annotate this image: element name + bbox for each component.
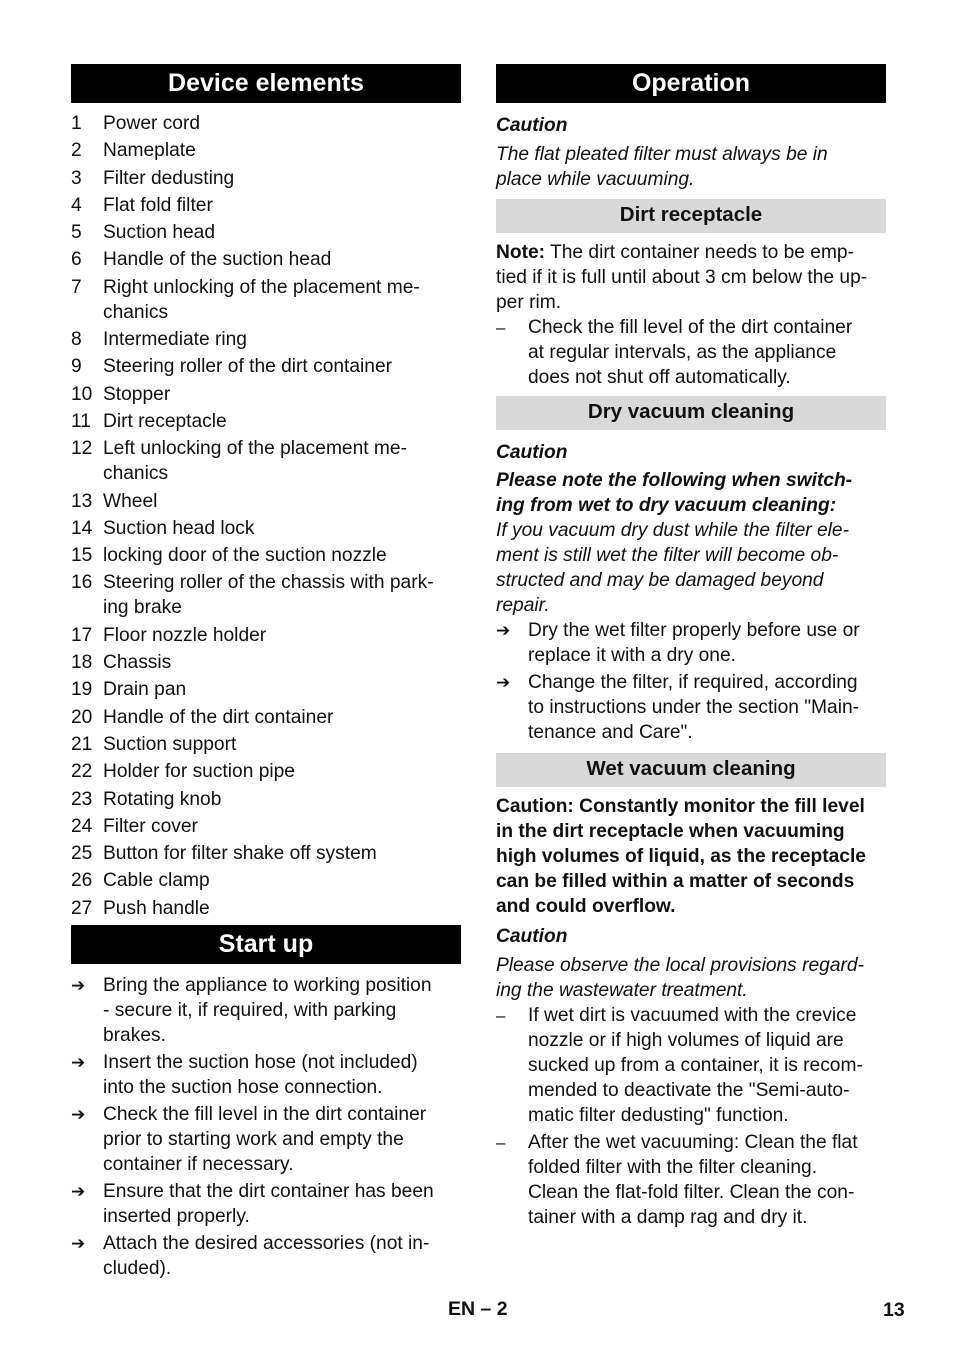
list-item-marker: 25 [71,843,93,865]
list-item [496,1130,886,1230]
list-item-marker: 8 [71,329,82,351]
list-item-marker: – [496,1006,506,1025]
dry-vacuum-caution-bold: Please note the following when switch- ing from wet to dry vacuum cleaning: [496,470,853,516]
list-item-text: Floor nozzle holder [103,624,267,646]
list-item-text: Filter cover [103,815,198,837]
list-item-text: Bring the appliance to working position - secure it, if required, with parking brakes. [103,974,432,1046]
list-item-marker: 7 [71,276,82,298]
list-item-marker: 5 [71,222,82,244]
list-item-text: Cable clamp [103,870,210,892]
dry-vacuum-caution-label: Caution [496,442,568,463]
list-item [71,570,461,620]
list-item-marker: 2 [71,140,82,162]
note-text: The dirt container needs to be emp- tied if it is full until about 3 cm below the up- per rim. [496,242,868,313]
list-item-text: Flat fold filter [103,194,213,216]
list-item-text: Push handle [103,897,210,919]
list-item-text: Dry the wet filter properly before use or replace it with a dry one. [528,620,860,666]
list-item [496,670,886,745]
list-item-marker: 19 [71,679,93,701]
dry-vacuum-steps [496,618,886,745]
list-item-text: Change the filter, if required, according to instructions under the section "Main- tenance and Care". [528,672,860,743]
device-elements-heading: Device elements [71,64,461,103]
list-item [71,247,461,272]
operation-caution-text: The flat pleated filter must always be in place while vacuuming. [496,144,828,190]
list-item-text: Drain pan [103,679,187,701]
list-item [71,166,461,191]
list-item-marker: 12 [71,438,93,460]
operation-heading: Operation [496,64,886,103]
list-item-marker: ➔ [71,1233,86,1253]
list-item-marker: 17 [71,624,93,646]
list-item-marker: 14 [71,517,93,539]
list-item [71,138,461,163]
list-item-text: Check the fill level in the dirt container prior to starting work and empty the container if necessary. [103,1103,427,1175]
list-item-text: Stopper [103,383,171,405]
list-item-text: Steering roller of the dirt container [103,356,393,378]
device-elements-list [71,111,461,921]
list-item-marker: 27 [71,897,93,919]
list-item [71,327,461,352]
list-item-marker: 13 [71,490,93,512]
wet-vacuum-caution-label: Caution [496,926,568,947]
list-item-text: Nameplate [103,140,196,162]
list-item-text: Right unlocking of the placement me- chanics [103,276,420,323]
list-item-marker: ➔ [71,1181,86,1201]
wet-vacuum-heading: Wet vacuum cleaning [496,753,886,787]
list-item-text: Dirt receptacle [103,410,227,432]
list-item [71,1102,461,1177]
list-item-marker: 6 [71,249,82,271]
list-item [71,516,461,541]
dirt-receptacle-heading: Dirt receptacle [496,199,886,233]
list-item [71,973,461,1048]
list-item [71,220,461,245]
list-item-text: Intermediate ring [103,329,247,351]
list-item-marker: 24 [71,815,93,837]
list-item [71,193,461,218]
list-item-text: Left unlocking of the placement me- chanics [103,438,407,485]
list-item [71,650,461,675]
list-item-text: Filter dedusting [103,167,235,189]
dry-vacuum-heading: Dry vacuum cleaning [496,396,886,430]
list-item [71,354,461,379]
list-item [71,787,461,812]
list-item-text: Check the fill level of the dirt container at regular intervals, as the appliance does not shut off automatically. [528,317,853,388]
list-item [71,1050,461,1100]
list-item-marker: ➔ [496,621,511,640]
list-item [71,436,461,486]
wet-vacuum-caution-text: Please observe the local provisions regard- ing the wastewater treatment. [496,955,864,1001]
start-up-steps [71,973,461,1281]
dry-vacuum-caution-text: If you vacuum dry dust while the filter ele- ment is still wet the filter will become ob- structed and may be damaged beyond repair. [496,520,849,616]
list-item-marker: 10 [71,383,93,405]
list-item-marker: 20 [71,706,93,728]
list-item-marker: – [496,1133,506,1152]
footer-page-number: 13 [883,1299,905,1321]
list-item [496,1003,886,1128]
list-item [71,868,461,893]
list-item [71,759,461,784]
list-item-marker: 26 [71,870,93,892]
list-item-text: Power cord [103,113,201,134]
left-column [71,64,461,1283]
list-item-text: Insert the suction hose (not included) into the suction hose connection. [103,1051,418,1098]
list-item-marker: 9 [71,356,82,378]
list-item [71,814,461,839]
list-item-text: Ensure that the dirt container has been inserted properly. [103,1180,434,1227]
list-item-text: Holder for suction pipe [103,761,295,783]
right-column [496,64,886,1232]
start-up-heading: Start up [71,925,461,964]
list-item [71,275,461,325]
list-item-marker: 22 [71,761,93,783]
list-item [71,732,461,757]
list-item-text: After the wet vacuuming: Clean the flat folded filter with the filter cleaning. Clean the flat-fold filter. Clean the con- tainer with a damp rag and dry it. [528,1132,858,1228]
dirt-receptacle-note [496,240,886,315]
footer-language-page: EN – 2 [448,1298,508,1320]
list-item [71,1231,461,1281]
list-item-marker: 21 [71,733,93,755]
list-item [496,315,886,390]
list-item [71,409,461,434]
list-item-marker: 18 [71,652,93,674]
list-item [71,111,461,136]
list-item [71,896,461,921]
list-item-marker: ➔ [71,1052,86,1072]
list-item [71,623,461,648]
operation-caution-label: Caution [496,115,568,136]
list-item [71,705,461,730]
list-item-marker: 23 [71,788,93,810]
list-item-text: Suction support [103,733,237,755]
list-item-text: Handle of the dirt container [103,706,334,728]
list-item-marker: 16 [71,572,93,594]
list-item-marker: 1 [71,113,82,134]
list-item-marker: 11 [71,410,91,432]
list-item-text: Steering roller of the chassis with park- ing brake [103,572,434,619]
wet-vacuum-list [496,1003,886,1230]
list-item-marker: ➔ [71,975,86,995]
dirt-receptacle-list [496,315,886,390]
list-item-text: Chassis [103,652,172,674]
list-item [71,677,461,702]
list-item-text: Suction head [103,222,216,244]
list-item-marker: ➔ [71,1104,86,1124]
list-item-text: Button for filter shake off system [103,843,377,865]
list-item-text: locking door of the suction nozzle [103,545,387,567]
list-item-text: If wet dirt is vacuumed with the crevice nozzle or if high volumes of liquid are sucked up from a container, it is recom- mended to deactivate the "Semi-auto- matic filter dedusting" function. [528,1005,863,1126]
list-item-marker: – [496,318,506,337]
wet-vacuum-warning: Caution: Constantly monitor the fill level in the dirt receptacle when vacuuming high volumes of liquid, as the receptacle can be filled within a matter of seconds and could overflow. [496,796,866,917]
list-item-marker: 15 [71,545,93,567]
list-item-text: Suction head lock [103,517,255,539]
list-item-text: Rotating knob [103,788,222,810]
list-item [71,543,461,568]
list-item [71,1179,461,1229]
note-label: Note: [496,242,546,263]
list-item-marker: ➔ [496,673,511,692]
list-item-marker: 3 [71,167,82,189]
list-item-text: Attach the desired accessories (not in- cluded). [103,1232,430,1279]
list-item-text: Wheel [103,490,158,512]
list-item-text: Handle of the suction head [103,249,332,271]
list-item [71,489,461,514]
list-item [71,841,461,866]
list-item-marker: 4 [71,194,82,216]
list-item [71,382,461,407]
list-item [496,618,886,668]
